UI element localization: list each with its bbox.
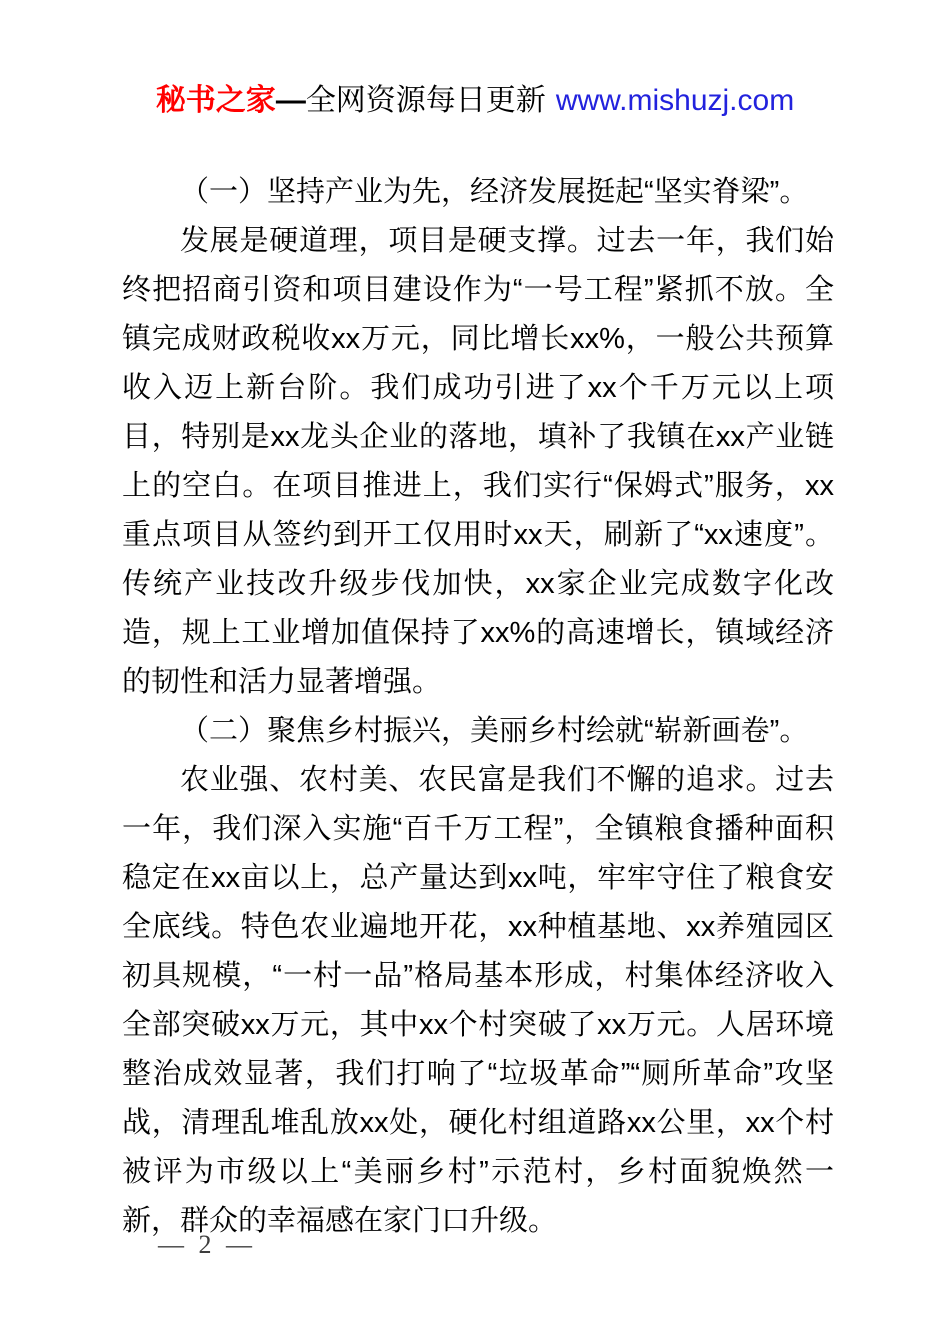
section-1-body-paragraph: 发展是硬道理，项目是硬支撑。过去一年，我们始终把招商引资和项目建设作为“一号工程”紧抓不放。全镇完成财政税收xx万元，同比增长xx%，一般公共预算收入迈上新台阶。我们成功引进了xx个千万元以上项目，特别是xx龙头企业的落地，填补了我镇在xx产业链上的空白。在项目推进上，我们实行“保姆式”服务，xx重点项目从签约到开工仅用时xx天，刷新了“xx速度”。传统产业技改升级步伐加快，xx家企业完成数字化改造，规上工业增加值保持了xx%的高速增长，镇域经济的韧性和活力显著增强。	[122, 225, 834, 698]
site-brand: 秘书之家	[155, 84, 276, 117]
page-number: — 2 —	[158, 1230, 256, 1259]
section-1-heading: （一）坚持产业为先，经济发展挺起“坚实脊梁”。	[180, 176, 809, 208]
header-tagline: 全网资源每日更新	[305, 84, 546, 117]
document-body	[122, 168, 834, 1246]
header-dash: —	[275, 84, 306, 117]
section-2-body-paragraph: 农业强、农村美、农民富是我们不懈的追求。过去一年，我们深入实施“百千万工程”，全镇粮食播种面积稳定在xx亩以上，总产量达到xx吨，牢牢守住了粮食安全底线。特色农业遍地开花，xx种植基地、xx养殖园区初具规模，“一村一品”格局基本形成，村集体经济收入全部突破xx万元，其中xx个村突破了xx万元。人居环境整治成效显著，我们打响了“垃圾革命”“厕所革命”攻坚战，清理乱堆乱放xx处，硬化村组道路xx公里，xx个村被评为市级以上“美丽乡村”示范村，乡村面貌焕然一新，群众的幸福感在家门口升级。	[122, 764, 834, 1237]
site-url-link[interactable]: www.mishuzj.com	[555, 84, 795, 117]
site-header	[0, 82, 950, 120]
section-2-heading: （二）聚焦乡村振兴，美丽乡村绘就“崭新画卷”。	[180, 715, 809, 747]
